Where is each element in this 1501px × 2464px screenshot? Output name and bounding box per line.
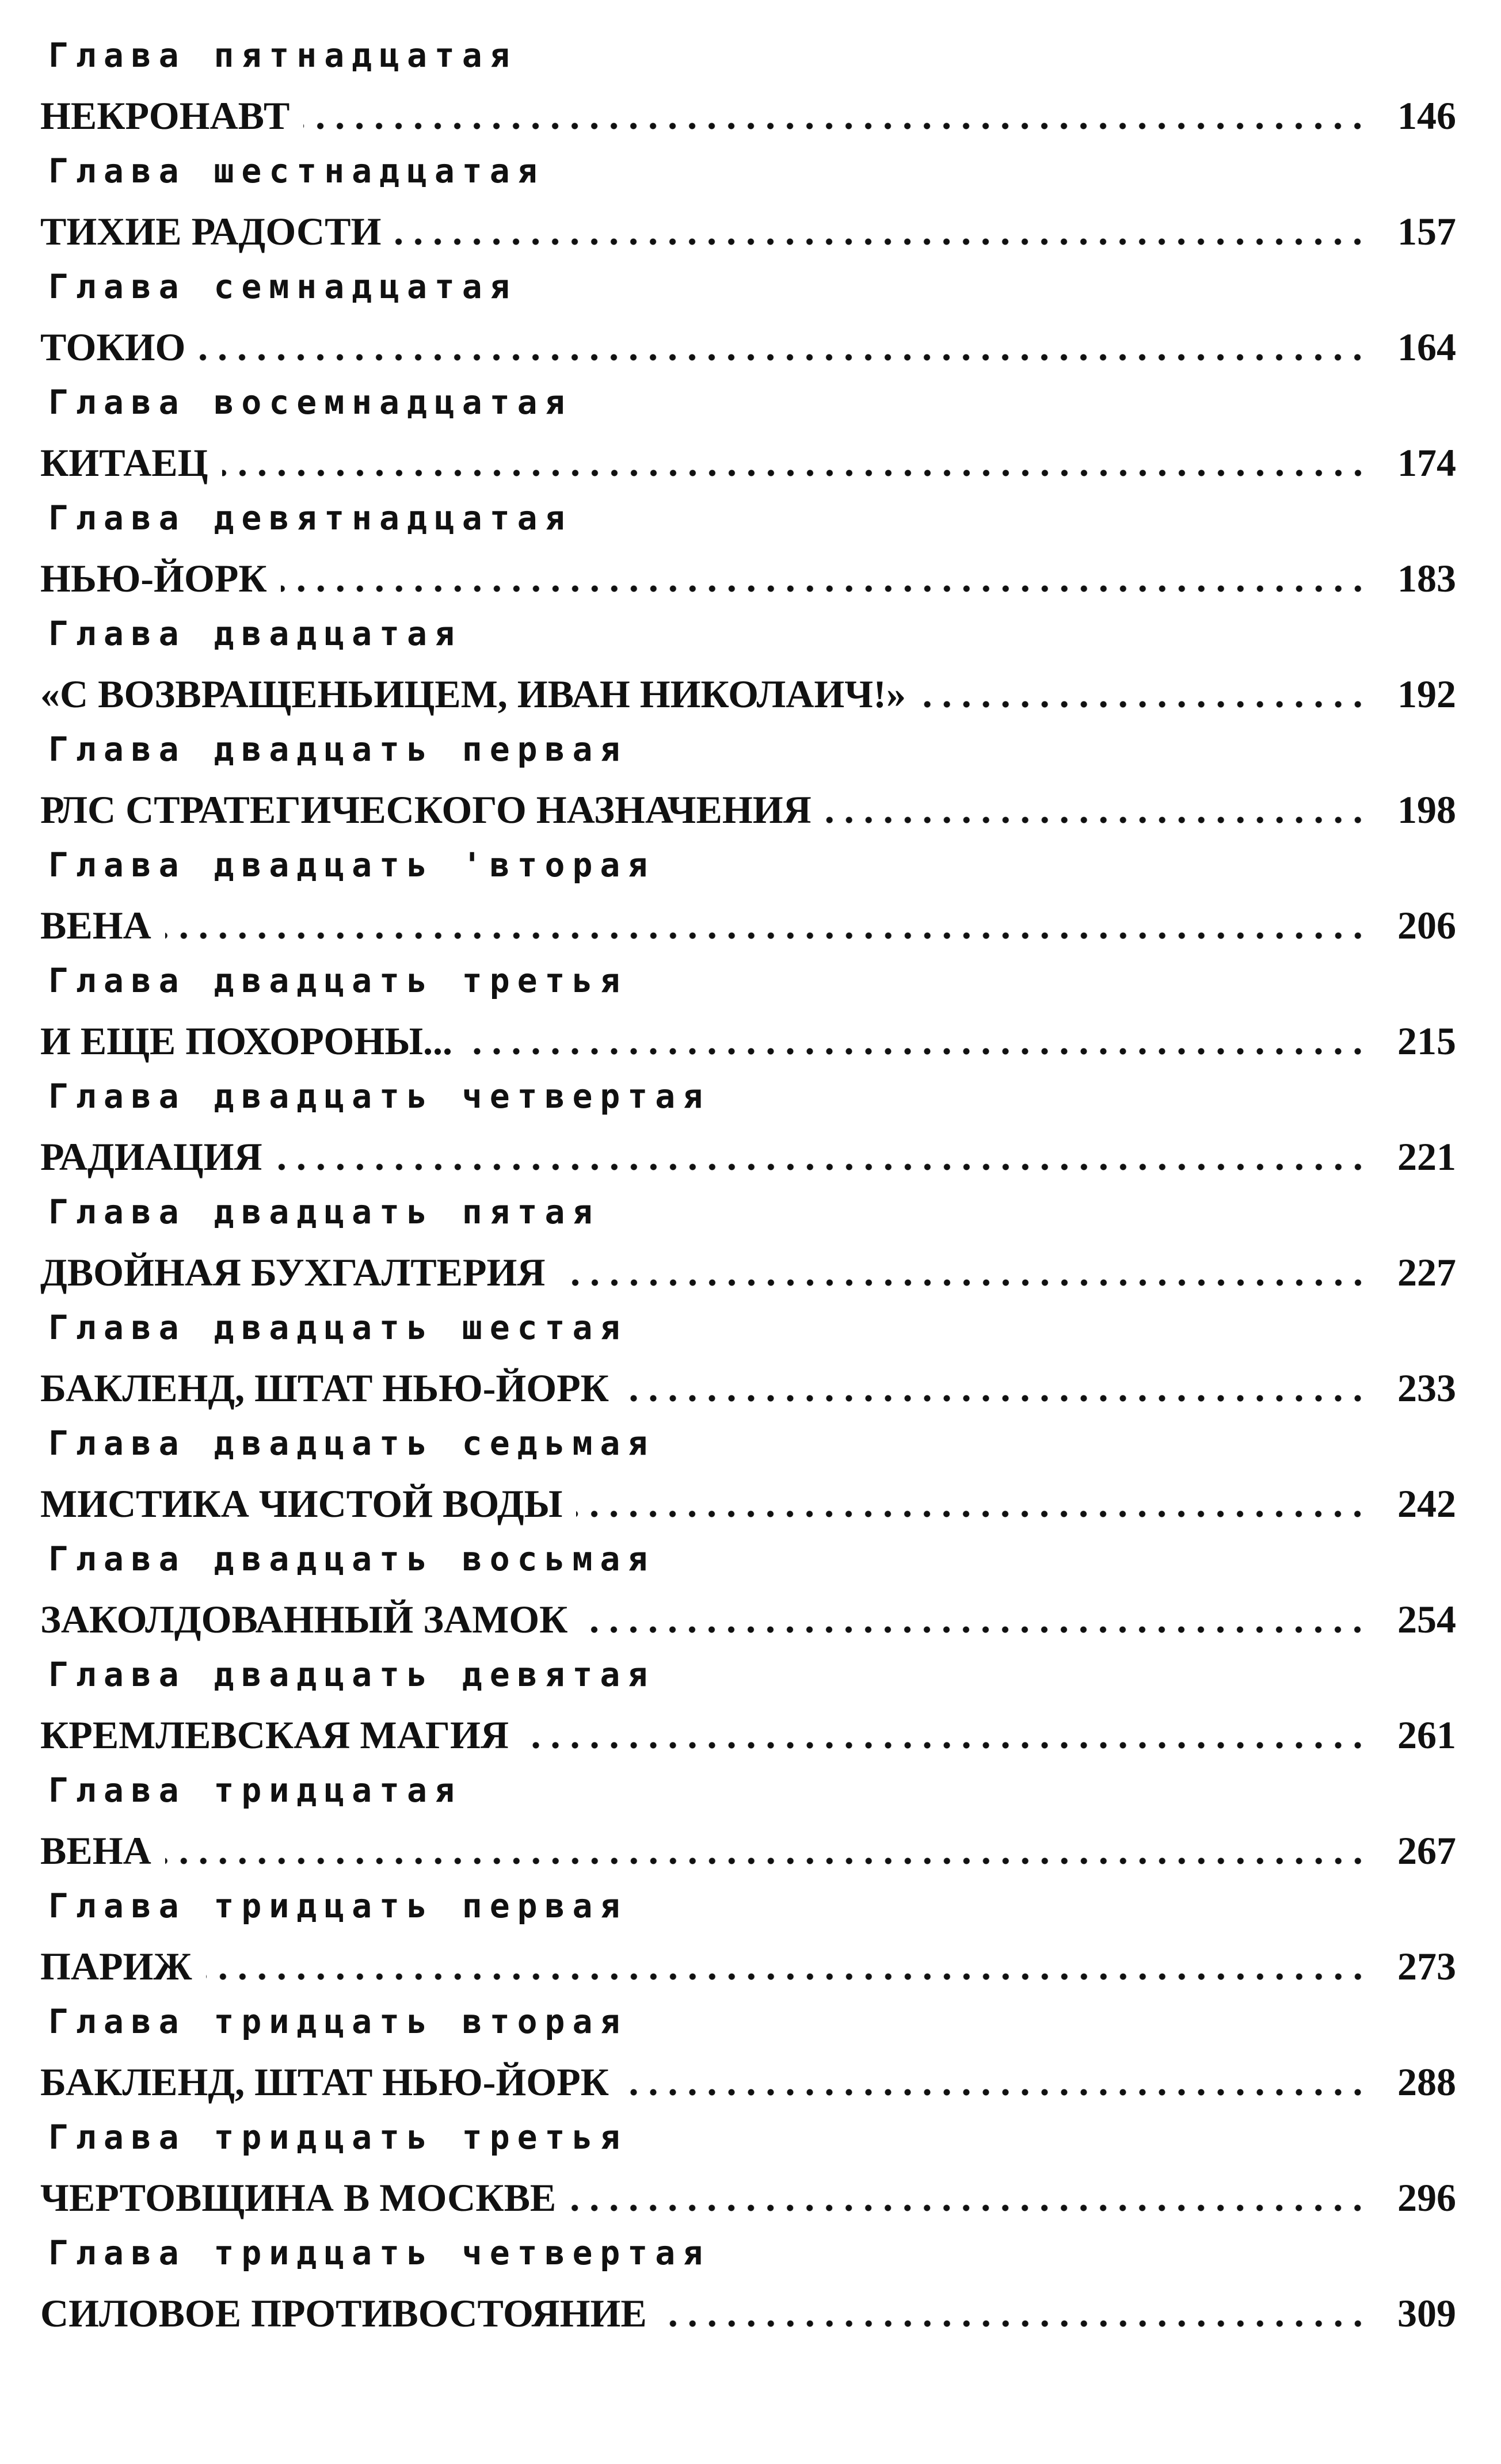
dot-leader bbox=[199, 353, 1367, 361]
chapter-title-line bbox=[40, 1593, 1456, 1645]
toc-entry bbox=[40, 379, 1456, 495]
page-number: 206 bbox=[1397, 903, 1456, 947]
dot-leader bbox=[623, 1394, 1367, 1402]
dot-leader bbox=[281, 585, 1367, 593]
toc-entry bbox=[40, 842, 1456, 958]
chapter-title: МИСТИКА ЧИСТОЙ ВОДЫ bbox=[40, 1482, 563, 1525]
chapter-title-line bbox=[40, 1825, 1456, 1876]
chapter-label: Глава двадцать седьмая bbox=[48, 1424, 656, 1463]
dot-leader bbox=[165, 1857, 1367, 1865]
chapter-label: Глава двадцать третья bbox=[48, 961, 628, 1000]
chapter-title-line bbox=[40, 1709, 1456, 1761]
dot-leader bbox=[661, 2320, 1367, 2328]
chapter-title-line bbox=[40, 1362, 1456, 1414]
chapter-title: СИЛОВОЕ ПРОТИВОСТОЯНИЕ bbox=[40, 2291, 647, 2335]
page-number: 288 bbox=[1397, 2060, 1456, 2104]
page-number: 157 bbox=[1397, 209, 1456, 253]
chapter-label: Глава тридцать первая bbox=[48, 1886, 628, 1925]
chapter-title: ВЕНА bbox=[40, 903, 151, 947]
toc-entry bbox=[40, 495, 1456, 611]
page-number: 273 bbox=[1397, 1944, 1456, 1988]
chapter-title-line bbox=[40, 2287, 1456, 2339]
page-number: 146 bbox=[1397, 94, 1456, 138]
toc-entry bbox=[40, 2230, 1456, 2345]
dot-leader bbox=[466, 1047, 1367, 1055]
dot-leader bbox=[623, 2088, 1367, 2096]
chapter-title: ЧЕРТОВЩИНА В МОСКВЕ bbox=[40, 2176, 557, 2219]
page-number: 227 bbox=[1397, 1250, 1456, 1294]
dot-leader bbox=[165, 932, 1367, 940]
dot-leader bbox=[576, 1510, 1367, 1518]
dot-leader bbox=[206, 1973, 1367, 1981]
chapter-title-line bbox=[40, 90, 1456, 142]
chapter-label: Глава двадцать восьмая bbox=[48, 1539, 656, 1578]
chapter-title: ЗАКОЛДОВАННЫЙ ЗАМОК bbox=[40, 1597, 568, 1641]
toc-entry bbox=[40, 1305, 1456, 1420]
dot-leader bbox=[276, 1163, 1367, 1171]
chapter-label: Глава восемнадцатая bbox=[48, 383, 573, 422]
chapter-title-line bbox=[40, 552, 1456, 604]
page-number: 267 bbox=[1397, 1829, 1456, 1872]
toc-entry bbox=[40, 958, 1456, 1073]
chapter-title: БАКЛЕНД, ШТАТ НЬЮ-ЙОРК bbox=[40, 1366, 609, 1410]
chapter-label: Глава двадцать девятая bbox=[48, 1655, 656, 1694]
chapter-title: ВЕНА bbox=[40, 1829, 151, 1872]
toc-entry bbox=[40, 148, 1456, 264]
toc-entry bbox=[40, 1651, 1456, 1767]
chapter-title: «С ВОЗВРАЩЕНЬИЦЕМ, ИВАН НИКОЛАИЧ!» bbox=[40, 672, 906, 716]
chapter-title: КИТАЕЦ bbox=[40, 441, 208, 485]
chapter-title-line bbox=[40, 668, 1456, 720]
chapter-title: ПАРИЖ bbox=[40, 1944, 192, 1988]
toc-entry bbox=[40, 1073, 1456, 1189]
table-of-contents bbox=[40, 32, 1456, 2345]
dot-leader bbox=[920, 700, 1367, 708]
chapter-label: Глава тридцать третья bbox=[48, 2118, 628, 2157]
page-number: 221 bbox=[1397, 1135, 1456, 1178]
chapter-title-line bbox=[40, 1478, 1456, 1529]
chapter-title-line bbox=[40, 784, 1456, 836]
chapter-label: Глава двадцать шестая bbox=[48, 1308, 628, 1347]
chapter-label: Глава пятнадцатая bbox=[48, 36, 517, 75]
chapter-title-line bbox=[40, 1015, 1456, 1067]
page-number: 164 bbox=[1397, 325, 1456, 369]
page-number: 309 bbox=[1397, 2291, 1456, 2335]
chapter-label: Глава семнадцатая bbox=[48, 267, 517, 306]
chapter-title: ТОКИО bbox=[40, 325, 186, 369]
page-number: 183 bbox=[1397, 556, 1456, 600]
toc-entry bbox=[40, 1998, 1456, 2114]
chapter-label: Глава двадцать четвертая bbox=[48, 1077, 711, 1116]
page-number: 198 bbox=[1397, 788, 1456, 831]
toc-entry bbox=[40, 1189, 1456, 1305]
page-number: 192 bbox=[1397, 672, 1456, 716]
toc-entry bbox=[40, 1767, 1456, 1883]
toc-entry bbox=[40, 726, 1456, 842]
chapter-title-line bbox=[40, 321, 1456, 373]
chapter-title: ТИХИЕ РАДОСТИ bbox=[40, 209, 382, 253]
chapter-title-line bbox=[40, 1246, 1456, 1298]
toc-entry bbox=[40, 2114, 1456, 2230]
chapter-title-line bbox=[40, 1940, 1456, 1992]
toc-entry bbox=[40, 32, 1456, 148]
chapter-title: И ЕЩЕ ПОХОРОНЫ... bbox=[40, 1019, 452, 1063]
chapter-label: Глава тридцатая bbox=[48, 1771, 462, 1810]
chapter-title-line bbox=[40, 205, 1456, 257]
page-number: 215 bbox=[1397, 1019, 1456, 1063]
chapter-label: Глава шестнадцатая bbox=[48, 151, 545, 190]
dot-leader bbox=[222, 469, 1367, 477]
page-number: 174 bbox=[1397, 441, 1456, 485]
chapter-title: ДВОЙНАЯ БУХГАЛТЕРИЯ bbox=[40, 1250, 546, 1294]
chapter-title: РАДИАЦИЯ bbox=[40, 1135, 262, 1178]
chapter-title: НЕКРОНАВТ bbox=[40, 94, 290, 138]
chapter-title-line bbox=[40, 899, 1456, 951]
dot-leader bbox=[825, 816, 1367, 824]
chapter-label: Глава двадцатая bbox=[48, 614, 462, 653]
toc-entry bbox=[40, 264, 1456, 379]
page-number: 296 bbox=[1397, 2176, 1456, 2219]
dot-leader bbox=[395, 238, 1367, 246]
chapter-label: Глава двадцать первая bbox=[48, 730, 628, 769]
chapter-title: РЛС СТРАТЕГИЧЕСКОГО НАЗНАЧЕНИЯ bbox=[40, 788, 812, 831]
chapter-label: Глава тридцать четвертая bbox=[48, 2233, 711, 2272]
chapter-label: Глава двадцать 'вторая bbox=[48, 845, 656, 884]
chapter-title-line bbox=[40, 2172, 1456, 2223]
chapter-label: Глава девятнадцатая bbox=[48, 498, 573, 537]
chapter-title: НЬЮ-ЙОРК bbox=[40, 556, 267, 600]
page-number: 261 bbox=[1397, 1713, 1456, 1757]
dot-leader bbox=[303, 122, 1367, 130]
chapter-title-line bbox=[40, 2056, 1456, 2108]
dot-leader bbox=[523, 1741, 1367, 1749]
chapter-label: Глава тридцать вторая bbox=[48, 2002, 628, 2041]
dot-leader bbox=[559, 1279, 1368, 1287]
page-number: 233 bbox=[1397, 1366, 1456, 1410]
toc-entry bbox=[40, 611, 1456, 726]
chapter-title-line bbox=[40, 437, 1456, 489]
toc-entry bbox=[40, 1420, 1456, 1536]
chapter-title: КРЕМЛЕВСКАЯ МАГИЯ bbox=[40, 1713, 509, 1757]
dot-leader bbox=[581, 1626, 1367, 1634]
page-number: 254 bbox=[1397, 1597, 1456, 1641]
toc-entry bbox=[40, 1536, 1456, 1651]
toc-entry bbox=[40, 1883, 1456, 1998]
chapter-title-line bbox=[40, 1131, 1456, 1183]
chapter-label: Глава двадцать пятая bbox=[48, 1192, 600, 1231]
page-number: 242 bbox=[1397, 1482, 1456, 1525]
chapter-title: БАКЛЕНД, ШТАТ НЬЮ-ЙОРК bbox=[40, 2060, 609, 2104]
dot-leader bbox=[570, 2204, 1367, 2212]
